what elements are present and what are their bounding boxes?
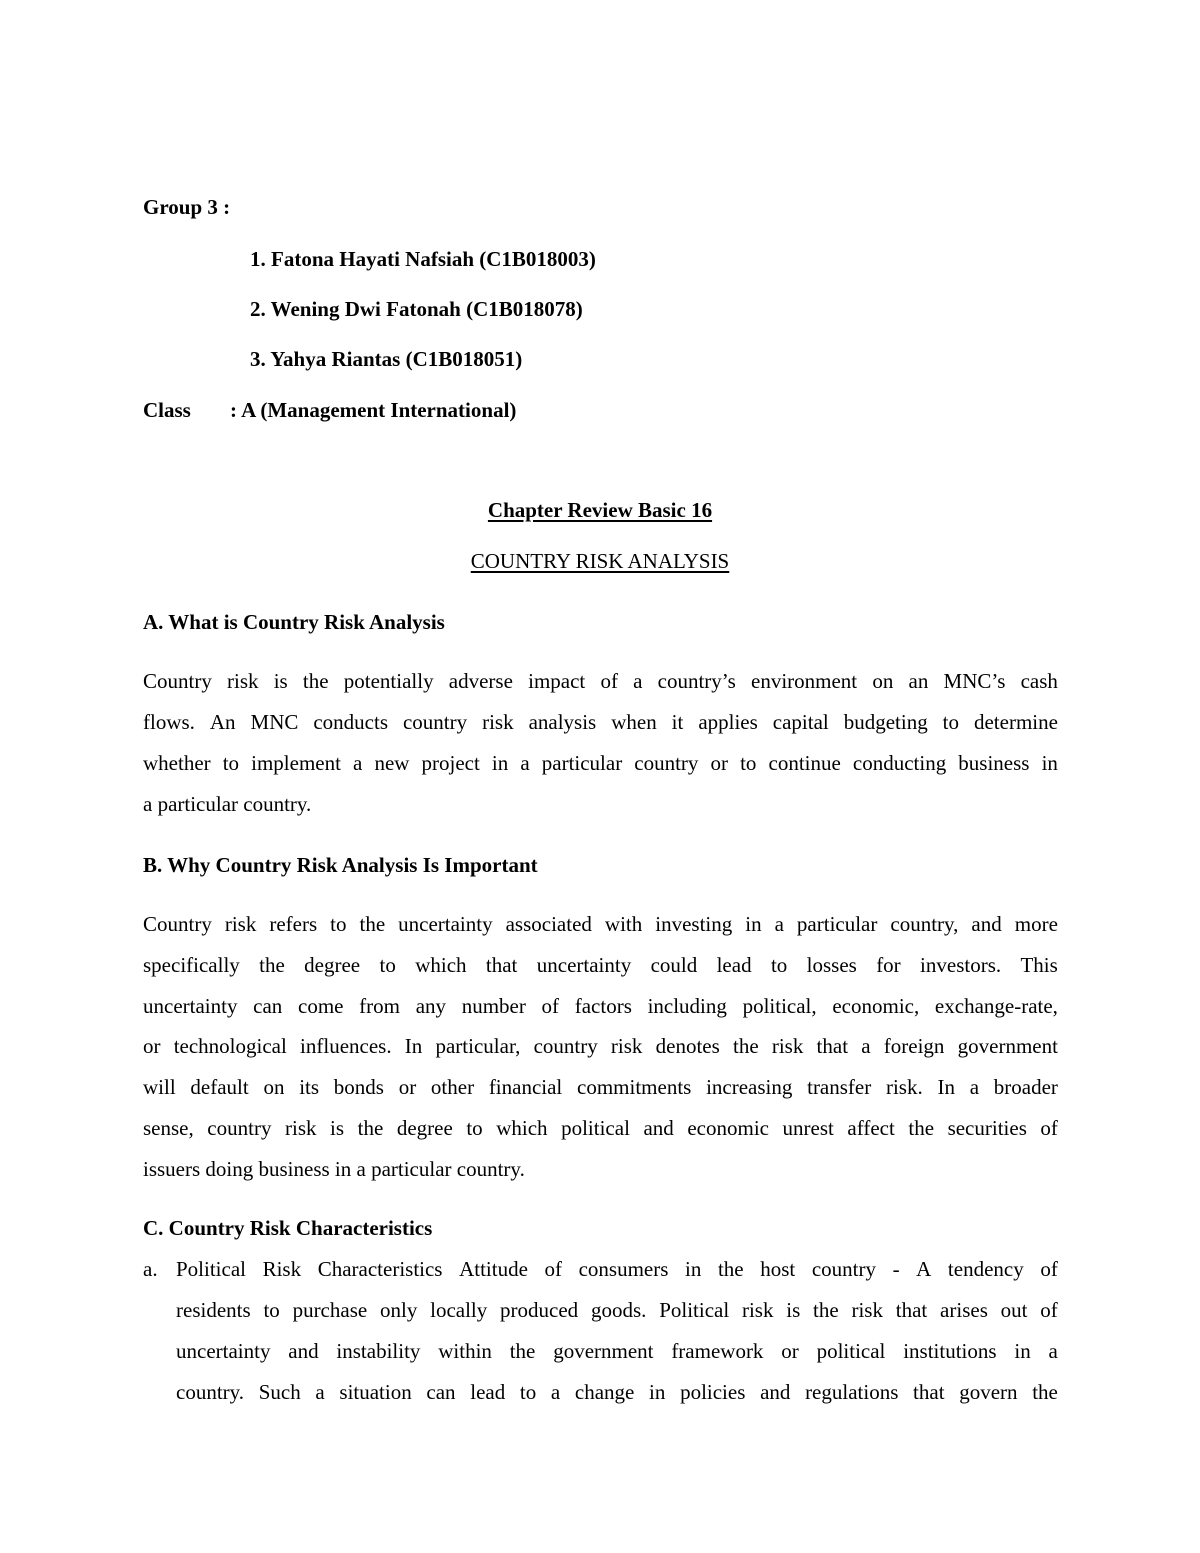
section-b-line-4: or technological influences. In particular, country risk denotes the risk that a foreign government: [143, 1034, 1058, 1058]
section-a-line-3: whether to implement a new project in a particular country or to continue conducting business in: [143, 751, 1058, 775]
section-a-line-1: Country risk is the potentially adverse impact of a country’s environment on an MNC’s cash: [143, 669, 1058, 693]
section-c-line-3: uncertainty and instability within the government framework or political institutions in a: [176, 1339, 1058, 1363]
section-c-heading: C. Country Risk Characteristics: [143, 1216, 433, 1240]
section-b-line-3: uncertainty can come from any number of factors including political, economic, exchange-rate,: [143, 994, 1058, 1018]
section-a-heading: A. What is Country Risk Analysis: [143, 610, 445, 634]
group-label: Group 3 :: [143, 195, 231, 219]
section-b-line-7: issuers doing business in a particular country.: [143, 1157, 525, 1181]
member-3: 3. Yahya Riantas (C1B018051): [250, 347, 523, 371]
member-2: 2. Wening Dwi Fatonah (C1B018078): [250, 297, 583, 321]
section-b-line-5: will default on its bonds or other financial commitments increasing transfer risk. In a broader: [143, 1075, 1058, 1099]
section-a-line-4: a particular country.: [143, 792, 312, 816]
section-b-line-1: Country risk refers to the uncertainty associated with investing in a particular country, and more: [143, 912, 1058, 936]
section-b-line-2: specifically the degree to which that uncertainty could lead to losses for investors. This: [143, 953, 1058, 977]
section-b-line-6: sense, country risk is the degree to which political and economic unrest affect the securities of: [143, 1116, 1058, 1140]
section-a-line-2: flows. An MNC conducts country risk analysis when it applies capital budgeting to determine: [143, 710, 1058, 734]
member-1: 1. Fatona Hayati Nafsiah (C1B018003): [250, 247, 596, 271]
class-value: : A (Management International): [230, 398, 517, 422]
section-c-line-4: country. Such a situation can lead to a change in policies and regulations that govern the: [176, 1380, 1058, 1404]
section-c-item-marker: a.: [143, 1257, 158, 1281]
subject-title: COUNTRY RISK ANALYSIS: [470, 549, 730, 573]
class-label: Class: [143, 398, 191, 422]
section-c-line-2: residents to purchase only locally produced goods. Political risk is the risk that arises out of: [176, 1298, 1058, 1322]
chapter-title: Chapter Review Basic 16: [487, 498, 713, 522]
section-b-heading: B. Why Country Risk Analysis Is Important: [143, 853, 538, 877]
section-c-line-1: Political Risk Characteristics Attitude of consumers in the host country - A tendency of: [176, 1257, 1058, 1281]
